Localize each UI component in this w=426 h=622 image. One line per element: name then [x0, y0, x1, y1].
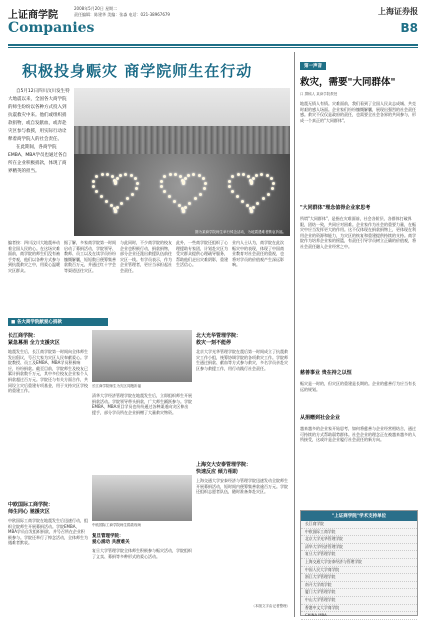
sponsor-item: CHINA MBA [301, 612, 417, 620]
inset-photo [92, 475, 192, 521]
masthead [8, 6, 418, 42]
sub-article-left [8, 330, 88, 618]
photo-caption: 图为某商学院师生举行悼念活动，为地震遇难者默哀祈福。 [195, 230, 286, 234]
candle-light [228, 185, 231, 188]
sidebar-text: 所谓"大同群体"，是指在灾难面前，社会各阶层、各群体打破界限，团结一致，共同应对困难。企业家作为社会的重要力量，在赈灾中应当发挥更大的作用。这不仅体现在捐款捐物上，更体现在利用企业的资源和能力，为灾区的恢复和重建提供持续的支持。商学院作为培养企业家的摇篮，有责任引导学员树立正确的价值观，将社会责任融入企业经营之中。 [300, 216, 416, 249]
sponsor-item: 厦门大学管理学院 [301, 589, 417, 597]
candle-light [228, 180, 231, 183]
sponsor-title: "上证商学院"学术支持单位 [301, 511, 417, 521]
sidebar-subheading: 从捐赠到社会企业 [300, 415, 341, 421]
sponsor-item: 复旦大学管理学院 [301, 551, 417, 559]
sponsor-item: 南开大学商学院 [301, 582, 417, 590]
photo-crowd [74, 126, 290, 154]
candle-light [169, 173, 172, 176]
sidebar-subheading: "大同群体"理念值得企业家思考 [300, 205, 371, 211]
masthead-meta [74, 6, 334, 18]
sub-heading: 复旦管理学院： 爱心涌动 共渡难关 [92, 534, 130, 545]
sub-text: 北京大学光华管理学院在震后第一时间成立了抗震救灾工作小组，统筹协调学院的各项救灾工作。学院师生通过捐款、献血等方式参与救灾，多名学员亲赴灾区参与救援工作，用行动践行社会责任。 [196, 349, 288, 371]
candle-light [182, 210, 185, 213]
main-photo [74, 88, 290, 236]
section-bar: ■ 各大商学院献爱心捐款 [8, 318, 108, 326]
candle-light [101, 173, 104, 176]
main-headline: 积极投身赈灾 商学院师生在行动 [22, 62, 253, 80]
sub-heading: 长江商学院： 紧急募捐 全力支援灾区 [8, 333, 60, 346]
body-column: 业内人士认为，商学院在此次赈灾中的表现，体现了中国商业教育对社会责任的重视，也将对学员的价值观产生深远影响。 [232, 240, 284, 268]
lead-paragraph: 在此期间，各商学院EMBA、MBA学员也通过各自所在企业积极捐款，体现了商界精英的担当。 [8, 145, 67, 174]
lead-column [8, 88, 70, 176]
sidebar-text: 赈灾是一时的，但灾区的重建是长期的。企业的慈善行为应当有长远的规划。 [300, 381, 416, 392]
newspaper-brand: 上海证券报 [378, 7, 418, 16]
candle-light [198, 174, 201, 177]
candle-light [237, 173, 240, 176]
sub-text: 地震发生后，长江商学院第一时间向全体师生发出倡议，号召大家为灾区人民奉献爱心。学院教授、员工及EMBA、MBA学员积极响应，纷纷捐款。截至目前，学院师生及校友已累计捐款数千万元，其中多位校友企业家个人捐款超过百万元。学院还与有关方面合作，共同设立灾后重建专项基金，用于支持灾区学校的重建工作。 [8, 349, 88, 394]
header-rule-thin [8, 47, 418, 48]
sidebar-author: 口 撰稿人 某商学院教授 [300, 92, 338, 96]
sub-heading: 上海交大安泰管理学院： 快速反应 倾力相助 [196, 462, 252, 475]
candle-light [114, 210, 117, 213]
header-rule [8, 44, 418, 46]
sponsor-list [301, 521, 417, 620]
mid-text: 清华大学经济管理学院在地震发生后，立即组织师生开展捐款活动。学院领导带头捐款，广大师生踊跃参与。学院EMBA、MBA项目学员也纷纷通过各种渠道向灾区伸出援手，部分学员所在企业捐赠了大量救灾物资。 [92, 393, 192, 415]
sidebar-text: 地震无情人有情。灾难面前，我们看到了全国人民众志成城、共克时艰的感人场面。企业家们纷纷慷慨解囊，展现出强烈的社会责任感。救灾不仅仅是政府的责任，也需要全社会各界的共同参与，形成一个真正的"大同群体"。 [300, 101, 416, 123]
lead-paragraph: 自5月12日四川汶川发生特大地震以来，全国各大商学院的师生纷纷以各种方式投入到抗震救灾中来。他们或组织捐款捐物，或自发献血，或奔赴灾区参与救援，用实际行动诠释着商学院人的社会责任。 [8, 89, 70, 142]
issue-date: 2008年5月20日 星期二 [74, 6, 118, 11]
candle-light [192, 173, 195, 176]
body-column: 据了解，多家商学院第一时间启动了募捐活动，学院领导、教师、员工以及在读学员纷纷慷慨解囊，短短数日便筹集善款数百万元，并通过红十字会等渠道送往灾区。 [64, 240, 116, 273]
sidebar-tag: 第一声音 [300, 62, 326, 70]
sponsor-item: 中国人民大学商学院 [301, 567, 417, 575]
sidebar-opinion [300, 52, 418, 492]
candle-light [130, 174, 133, 177]
sidebar-title: 救灾，需要"大同群体" [300, 77, 396, 88]
candle-light [160, 180, 163, 183]
candle-light [160, 185, 163, 188]
candle-light [92, 180, 95, 183]
page-number: B8 [400, 21, 418, 35]
sidebar-text: 越来越多的企业家开始思考，如何将慈善与企业经营相结合，通过可持续的方式帮助弱势群体。社会企业的理念正在被越来越多的人所接受，这或许是企业履行社会责任的新方向。 [300, 426, 416, 443]
sub-heading: 北大光华管理学院： 救灾一刻不能停 [196, 333, 242, 346]
candle-light [124, 173, 127, 176]
sponsor-item: 中欧国际工商学院 [301, 529, 417, 537]
mid-text: 复旦大学管理学院全体师生积极参与赈灾活动，学院组织了义卖、募捐等多种形式的爱心活动。 [92, 548, 192, 559]
right-inner-column [196, 330, 290, 588]
sub-text: 中欧国际工商学院在地震发生后迅速行动，组织全院师生开展募捐活动。学院EMBA、MBA学员自发组织捐款，并号召所在企业积极参与。学院还举行了悼念活动，全体师生为遇难者默哀。 [8, 518, 88, 546]
inset-photo [92, 330, 192, 382]
candle-light [266, 174, 269, 177]
section-title: 上证商学院 [8, 10, 58, 21]
candle-light [250, 210, 253, 213]
sponsor-item: 北京大学光华管理学院 [301, 536, 417, 544]
sponsor-item: 清华大学经济管理学院 [301, 544, 417, 552]
sponsor-box [300, 510, 418, 616]
photo-candles-floor [74, 154, 290, 236]
footnote: （本版文字由记者整理） [251, 604, 290, 608]
section-subtitle: Companies [8, 20, 95, 36]
photo-caption: 中欧国际工商学院师生捐款现场 [92, 523, 141, 527]
body-column: 此外，一些商学院还组织了心理援助专家团，计划赴灾区为受灾群众提供心理疏导服务，帮助他们走出灾难阴影，重建生活信心。 [176, 240, 228, 268]
sub-text: 上海交通大学安泰经济与管理学院迅速发动全院师生开展募捐活动，短时间内便筹集善款逾百万元。学院还组织志愿者队伍，随时准备奔赴灾区。 [196, 478, 288, 495]
column-divider [294, 52, 295, 617]
candle-light [178, 204, 181, 207]
body-column: 编者按：四川汶川大地震牵动着全国人民的心。在这场灾难面前，商学院的师生们没有袖手旁观，他们以各种方式参与到抗震救灾之中，用爱心温暖灾区群众。 [8, 240, 60, 273]
sponsor-item: 中山大学管理学院 [301, 597, 417, 605]
candle-light [260, 173, 263, 176]
candle-light [92, 185, 95, 188]
mid-text-block [92, 532, 192, 602]
sponsor-item: 浙江大学管理学院 [301, 574, 417, 582]
sponsor-item: 长江商学院 [301, 521, 417, 529]
editor-line: 责任编辑：陈建华 美编：张淼 电话：021-38967679 [74, 12, 170, 17]
middle-column [92, 330, 192, 602]
masthead-right [378, 6, 418, 35]
candle-light [110, 204, 113, 207]
sidebar-subheading: 慈善事业 贵在持之以恒 [300, 370, 352, 376]
candle-light [246, 204, 249, 207]
photo-caption: 长江商学院师生为灾区同胞祈福 [92, 384, 141, 388]
sponsor-item: 上海交通大学安泰经济与管理学院 [301, 559, 417, 567]
sub-heading: 中欧国际工商学院： 师生同心 驰援灾区 [8, 502, 54, 515]
body-column: 与此同时，不少商学院的校友企业也积极行动，捐款捐物，部分企业还派出救援队伍前往灾区一线。有学员表示，作为企业管理者，更应当承担起社会责任。 [120, 240, 172, 273]
sponsor-item: 香港中文大学商学院 [301, 605, 417, 613]
